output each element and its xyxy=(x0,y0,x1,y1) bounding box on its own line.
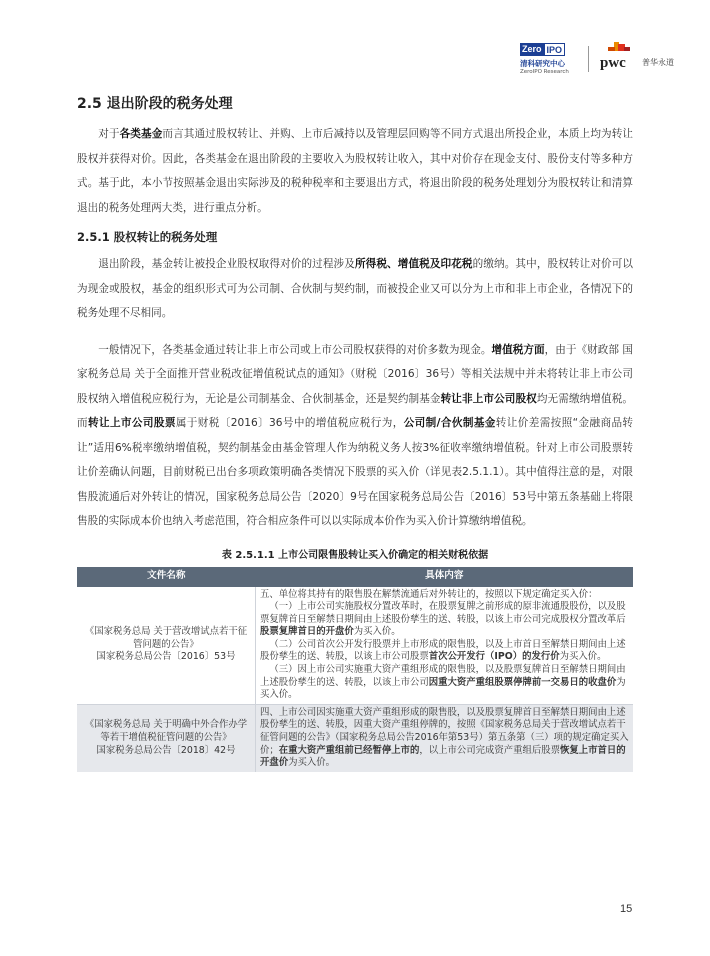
bold-text-run: 增值税方面 xyxy=(491,343,545,356)
bold-text-run: 转让非上市公司股权 xyxy=(440,392,537,405)
bold-text-run: 所得税、增值税及印花税 xyxy=(354,258,473,270)
zeroipo-en-name: ZeroIPO Research xyxy=(520,69,569,75)
bold-text-run: 恢复上市首日的开盘价 xyxy=(260,744,626,769)
text-run: （三）因上市公司实施重大资产重组形成的限售股，以及股票复牌首日至解禁日期间由上述股份孳生的送、转股，以该上市公司 xyxy=(260,664,626,688)
doc-title: 《国家税务总局 关于营改增试点若干征管问题的公告》 xyxy=(84,626,248,650)
zeroipo-cn-name: 清科研究中心 xyxy=(520,59,565,68)
table-cell-doc-name xyxy=(77,704,256,771)
text-run: 均无需缴纳增值税。而 xyxy=(77,392,634,429)
text-run: 对于 xyxy=(98,128,120,140)
text-run: 一般情况下，各类基金通过转让非上市公司或上市公司股权获得的对价多数为现金。 xyxy=(98,343,492,356)
text-run: 为买入价。 xyxy=(559,651,607,663)
text-run: ，由于《财政部 国家税务总局 关于全面推开营业税改征增值税试点的通知》（财税〔2016〕36号）等相关法规中并未将转让非上市公司股权纳入增值税应税行为，无论是公司制基金、合伙制基金，还是契约制基金 xyxy=(77,343,634,405)
bold-text-run: 因重大资产重组股票停牌前一交易日的收盘价 xyxy=(428,676,617,688)
subsection-paragraph-2 xyxy=(77,338,633,534)
content-line xyxy=(260,589,629,602)
bold-text-run: 在重大资产重组前已经暂停上市的 xyxy=(278,744,420,756)
zeroipo-badge-zero: Zero xyxy=(522,44,542,54)
text-run: 为买入价。 xyxy=(260,676,626,701)
content-line xyxy=(260,707,629,770)
table-header-doc-name: 文件名称 xyxy=(77,567,256,587)
pwc-logo xyxy=(600,42,640,72)
section-title: 2.5 退出阶段的税务处理 xyxy=(77,96,233,112)
table-cell-content xyxy=(256,704,634,771)
text-run: （一）上市公司实施股权分置改革时，在股票复牌之前形成的原非流通股股份，以及股票复牌首日至解禁日期间由上述股份孳生的送、转股，以该上市公司完成股权分置改革后 xyxy=(260,601,626,625)
pwc-wordmark: pwc xyxy=(600,55,626,71)
content-line xyxy=(260,639,629,664)
bold-text-run: 公司制/合伙制基金 xyxy=(403,417,496,429)
main-content xyxy=(77,94,633,772)
zeroipo-badge-ipo: IPO xyxy=(544,43,566,56)
table-caption: 表 2.5.1.1 上市公司限售股转让买入价确定的相关财税依据 xyxy=(221,549,489,561)
bold-text-run: 各类基金 xyxy=(119,128,163,140)
table-cell-doc-name xyxy=(77,587,256,705)
subsection-title: 2.5.1 股权转让的税务处理 xyxy=(77,230,218,244)
table-header-content: 具体内容 xyxy=(256,567,634,587)
text-run: 为买入价。 xyxy=(353,626,401,638)
table-row xyxy=(77,704,633,771)
content-line xyxy=(260,664,629,702)
doc-number: 国家税务总局公告〔2018〕42号 xyxy=(96,744,236,756)
text-run: ，以上市公司完成资产重组后股票 xyxy=(419,744,561,756)
text-run: 五、单位将其持有的限售股在解禁流通后对外转让的，按照以下规定确定买入价： xyxy=(260,588,598,600)
text-run: 四、上市公司因实施重大资产重组形成的限售股，以及股票复牌首日至解禁日期间由上述股份孳生的送、转股，因重大资产重组停牌的，按照《国家税务总局关于营改增试点若干征管问题的公告》（国家税务总局公告2016年第53号）第五条第（三）项的规定确定买入价； xyxy=(260,706,629,756)
doc-title: 《国家税务总局 关于明确中外合作办学等若干增值税征管问题的公告》 xyxy=(84,719,248,744)
text-run: 退出阶段，基金转让被投企业股权取得对价的过程涉及 xyxy=(98,258,355,270)
pwc-cn-name: 普华永道 xyxy=(642,58,674,67)
zeroipo-logo xyxy=(520,43,580,75)
subsection-paragraph-1 xyxy=(77,252,633,326)
bold-text-run: 股票复牌首日的开盘价 xyxy=(260,626,354,638)
bold-text-run: 转让上市公司股票 xyxy=(87,417,176,429)
logo-divider xyxy=(588,46,589,72)
text-run: 的缴纳。其中，股权转让对价可以为现金或股权，基金的组织形式可为公司制、合伙制与契约制，而被投企业又可以分为上市和非上市企业，各情况下的税务处理不尽相同。 xyxy=(77,258,634,319)
text-run: （二）公司首次公开发行股票并上市形成的限售股，以及上市首日至解禁日期间由上述股份孳生的送、转股，以该上市公司股票 xyxy=(260,638,626,663)
table-row xyxy=(77,587,633,705)
pwc-mark-icon xyxy=(604,42,630,56)
table-cell-content xyxy=(256,587,634,705)
content-line xyxy=(260,601,629,639)
zeroipo-badge xyxy=(520,43,580,56)
page-number: 15 xyxy=(620,903,633,915)
tax-basis-table xyxy=(77,567,633,772)
table-header-row xyxy=(77,567,633,587)
text-run: 属于财税〔2016〕36号中的增值税应税行为， xyxy=(175,417,404,429)
text-run: 而言其通过股权转让、并购、上市后减持以及管理层回购等不同方式退出所投企业，本质上均为转让股权并获得对价。因此，各类基金在退出阶段的主要收入为股权转让收入，其中对价存在现金支付、股份支付等多种方式。基于此，本小节按照基金退出实际涉及的税种税率和主要退出方式，将退出阶段的税务处理划分为股权转让和清算退出的税务处理两大类，进行重点分析。 xyxy=(77,128,634,214)
section-paragraph-1 xyxy=(77,122,633,220)
doc-number: 国家税务总局公告〔2016〕53号 xyxy=(96,651,236,663)
page-header xyxy=(0,0,710,80)
text-run: 为买入价。 xyxy=(288,757,336,769)
bold-text-run: 首次公开发行（IPO）的发行价 xyxy=(428,651,560,663)
text-run: 转让价差需按照“金融商品转让”适用6%税率缴纳增值税，契约制基金由基金管理人作为纳税义务人按3%征收率缴纳增值税。针对上市公司股票转让价差确认问题，目前财税已出台多项政策明确各类情况下股票的买入价（详见表2.5.1.1）。其中值得注意的是，对限售股流通后对外转让的情况，国家税务总局公告〔2020〕9号在国家税务总局公告〔2016〕53号中第五条基础上将限售股的实际成本价也纳入考虑范围，符合相应条件可以以实际成本价作为买入价计算缴纳增值税。 xyxy=(77,417,634,527)
